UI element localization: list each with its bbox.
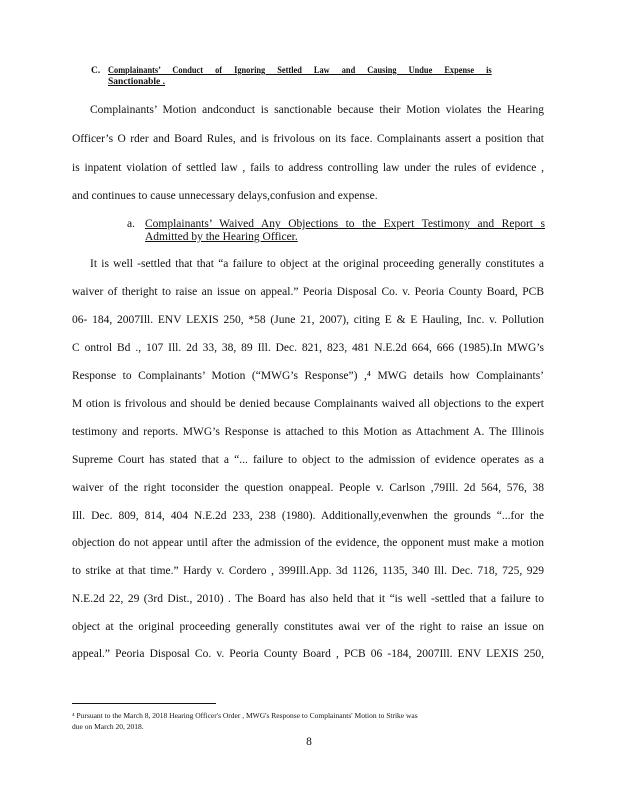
subsection-title-line2: Admitted by the Hearing Officer.	[145, 231, 298, 243]
para2-line: 06- 184, 2007Ill. ENV LEXIS 250, *58 (June 21, 2007), citing E & E Hauling, Inc. v. Pollution	[72, 314, 544, 326]
para2-line: It is well -settled that that “a failure to object at the original proceeding generally constitutes a	[90, 258, 544, 270]
subsection-label: a.	[127, 218, 135, 230]
para1-line: and continues to cause unnecessary delays,confusion and expense.	[72, 190, 378, 202]
para2-line: objection do not appear until after the admission of the evidence, the opponent must make a motion	[72, 537, 544, 549]
para2-line: to strike at that time.” Hardy v. Cordero , 399Ill.App. 3d 1126, 1135, 340 Ill. Dec. 718, 725, 929	[72, 565, 544, 577]
para2-line: waiver of the right toconsider the question onappeal. People v. Carlson ,79Ill. 2d 564, 576, 38	[72, 482, 544, 494]
para2-line: M otion is frivolous and should be denied because Complainants waived all objections to the expert	[72, 398, 544, 410]
para2-line: Ill. Dec. 809, 814, 404 N.E.2d 233, 238 (1980). Additionally,evenwhen the grounds “...for the	[72, 510, 544, 522]
para1-line: Complainants’ Motion andconduct is sanctionable because their Motion violates the Hearing	[90, 104, 544, 116]
page-number: 8	[306, 736, 312, 748]
section-title-line2: Sanctionable .	[108, 77, 166, 87]
para2-line: testimony and reports. MWG’s Response is attached to this Motion as Attachment A. The Illinois	[72, 426, 544, 438]
para2-line: C ontrol Bd ., 107 Ill. 2d 33, 38, 89 Ill. Dec. 821, 823, 481 N.E.2d 664, 666 (1985).In MWG’s	[72, 342, 544, 354]
para1-line: Officer’s O rder and Board Rules, and is frivolous on its face. Complainants assert a position that	[72, 133, 544, 145]
section-letter: C.	[91, 66, 101, 76]
para2-line: Supreme Court has stated that a “... failure to object to the admission of evidence operates as a	[72, 454, 544, 466]
section-title-line1: Complainants’ Conduct of Ignoring Settled Law and Causing Undue Expense is	[108, 66, 492, 76]
para1-line: is inpatent violation of settled law , fails to address controlling law under the rules of evidence ,	[72, 162, 544, 174]
footnote-line: ⁴ Pursuant to the March 8, 2018 Hearing Officer's Order , MWG's Response to Complainants' Motion to Strike was	[72, 711, 418, 720]
subsection-title-line1: Complainants’ Waived Any Objections to the Expert Testimony and Report s	[145, 218, 545, 230]
para2-line: object at the original proceeding generally constitutes awai ver of the right to raise an issue on	[72, 621, 544, 633]
para2-line: Response to Complainants’ Motion (“MWG’s Response”) ,⁴ MWG details how Complainants’	[72, 370, 544, 382]
para2-line: N.E.2d 22, 29 (3rd Dist., 2010) . The Board has also held that it “is well -settled that a failure to	[72, 593, 544, 605]
footnote-line: due on March 20, 2018.	[72, 722, 144, 731]
para2-line: waiver of theright to raise an issue on appeal.” Peoria Disposal Co. v. Peoria County Board, PCB	[72, 286, 544, 298]
footnote-divider	[72, 703, 216, 704]
para2-line: appeal.” Peoria Disposal Co. v. Peoria County Board , PCB 06 -184, 2007Ill. ENV LEXIS 250,	[72, 648, 544, 660]
